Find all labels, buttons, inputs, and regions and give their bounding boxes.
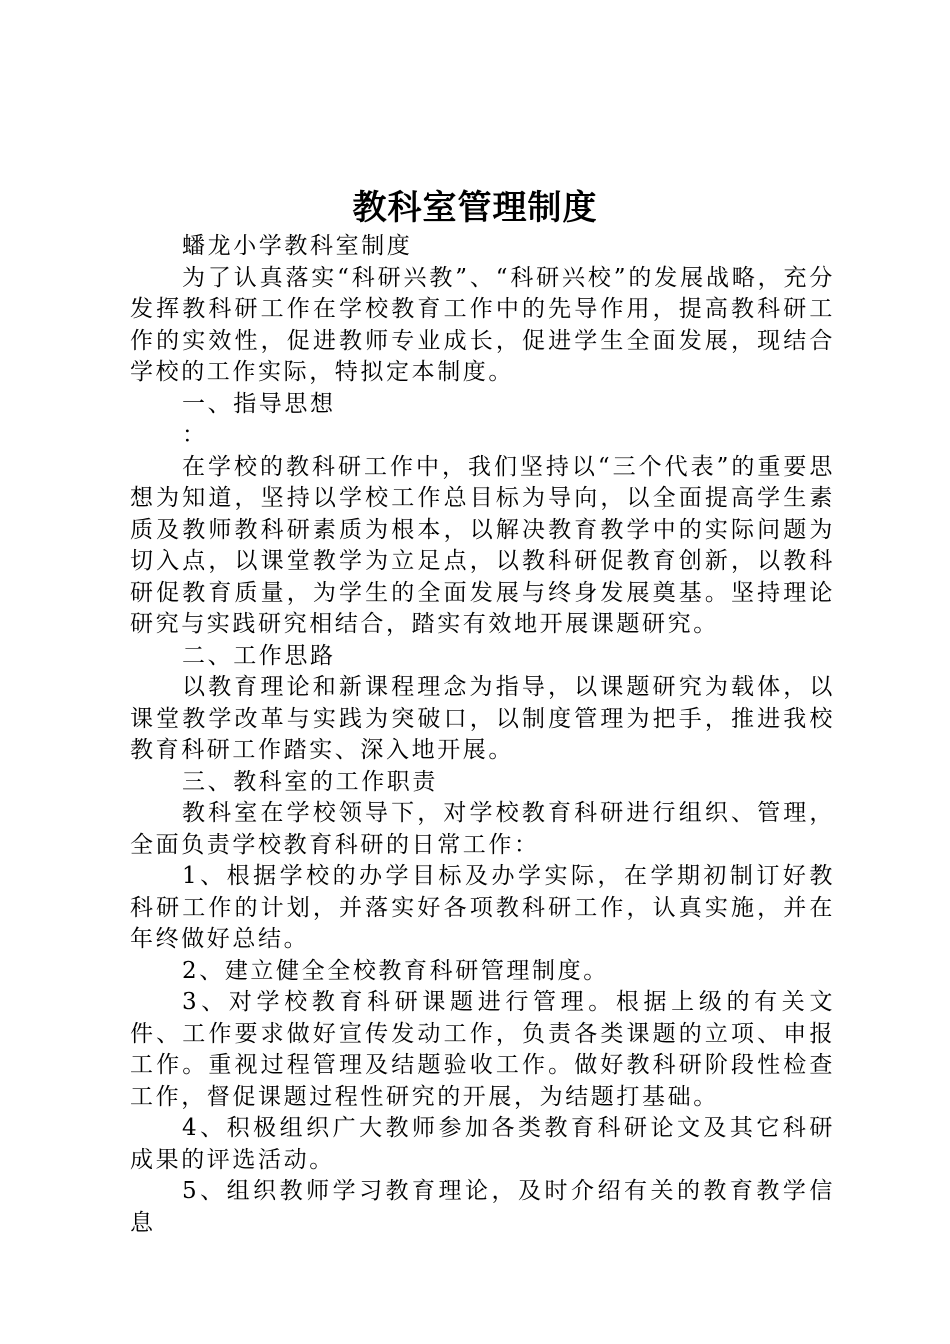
heading-work-approach: 二、工作思路 — [182, 642, 336, 669]
list-item-3: 3、对学校教育科研课题进行管理。根据上级的有关文件、工作要求做好宣传发动工作，负责各类课题的立项、申报工作。重视过程管理及结题验收工作。做好教科研阶段性检查工作，督促课题过程性研究的开展，为结题打基础。 — [130, 989, 835, 1110]
document-body — [130, 231, 835, 1239]
paragraph-duties-intro: 教科室在学校领导下，对学校教育科研进行组织、管理，全面负责学校教育科研的日常工作： — [130, 800, 835, 858]
list-item-2: 2、建立健全全校教育科研管理制度。 — [182, 957, 609, 984]
paragraph-school-name: 蟠龙小学教科室制度 — [182, 233, 413, 259]
paragraph-guiding-ideology: 在学校的教科研工作中，我们坚持以“三个代表”的重要思想为知道，坚持以学校工作总目标为导向，以全面提高学生素质及教师教科研素质为根本，以解决教育教学中的实际问题为切入点，以课堂教学为立足点，以教科研促教育创新，以教科研促教育质量，为学生的全面发展与终身发展奠基。坚持理论研究与实践研究相结合，踏实有效地开展课题研究。 — [130, 453, 835, 637]
list-item-5: 5、组织教师学习教育理论，及时介绍有关的教育教学信息 — [130, 1178, 835, 1236]
heading-duties: 三、教科室的工作职责 — [182, 768, 438, 795]
document-title: 教科室管理制度 — [352, 188, 598, 228]
heading-guiding-ideology: 一、指导思想 — [182, 390, 336, 417]
list-item-4: 4、积极组织广大教师参加各类教育科研论文及其它科研成果的评选活动。 — [130, 1115, 835, 1173]
list-item-1: 1、根据学校的办学目标及办学实际，在学期初制订好教科研工作的计划，并落实好各项教科研工作，认真实施，并在年终做好总结。 — [130, 863, 835, 952]
paragraph-work-approach: 以教育理论和新课程理念为指导，以课题研究为载体，以课堂教学改革与实践为突破口，以制度管理为把手，推进我校教育科研工作踏实、深入地开展。 — [130, 674, 835, 763]
paragraph-intro: 为了认真落实“科研兴教”、“科研兴校”的发展战略，充分发挥教科研工作在学校教育工作中的先导作用，提高教科研工作的实效性，促进教师专业成长，促进学生全面发展，现结合学校的工作实际，特拟定本制度。 — [130, 264, 835, 385]
paragraph-colon: ： — [182, 422, 208, 448]
